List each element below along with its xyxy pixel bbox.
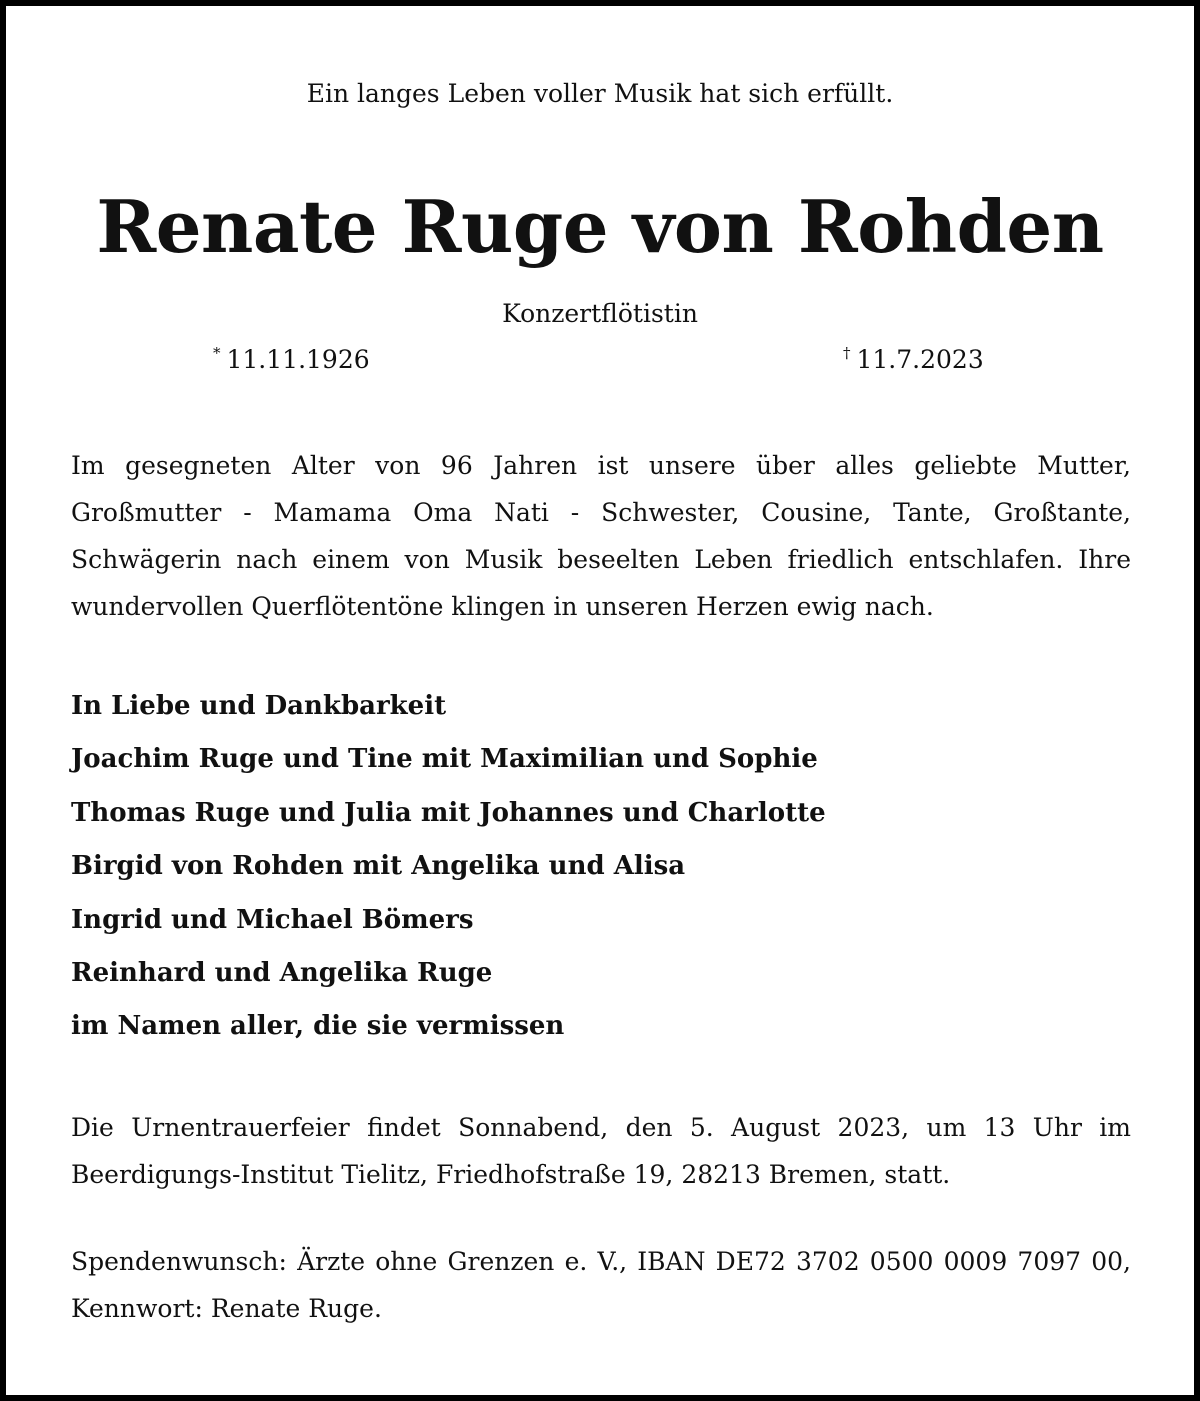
death-symbol: † — [843, 344, 851, 362]
service-paragraph — [71, 1104, 1131, 1198]
birth-date — [213, 342, 370, 378]
family-line: Reinhard und Angelika Ruge — [71, 958, 493, 989]
service-text: Die Urnentrauerfeier findet Sonnabend, den 5. August 2023, um 13 Uhr im Beerdigungs-Institut Tielitz, Friedhofstraße 19, 28213 Bremen, statt. — [71, 1113, 1131, 1189]
deceased-name: Renate Ruge von Rohden — [96, 184, 1104, 269]
death-date — [843, 342, 984, 378]
family-line: Birgid von Rohden mit Angelika und Alisa — [71, 851, 686, 882]
birth-symbol: * — [213, 344, 221, 362]
donation-text: Spendenwunsch: Ärzte ohne Grenzen e. V., IBAN DE72 3702 0500 0009 7097 00, Kennwort: Renate Ruge. — [71, 1247, 1131, 1323]
family-signature — [71, 680, 1131, 1054]
family-line: In Liebe und Dankbarkeit — [71, 691, 447, 721]
family-line: Thomas Ruge und Julia mit Johannes und Charlotte — [71, 797, 826, 828]
death-date-value: 11.7.2023 — [856, 345, 984, 374]
profession: Konzertflötistin — [502, 299, 698, 328]
family-line: Joachim Ruge und Tine mit Maximilian und Sophie — [71, 744, 818, 775]
family-line: Ingrid und Michael Bömers — [71, 904, 474, 935]
motto: Ein langes Leben voller Musik hat sich erfüllt. — [306, 79, 894, 108]
intro-paragraph — [71, 442, 1131, 630]
donation-paragraph — [71, 1238, 1131, 1332]
family-line: im Namen aller, die sie vermissen — [71, 1011, 565, 1042]
birth-date-value: 11.11.1926 — [226, 345, 370, 374]
intro-text: Im gesegneten Alter von 96 Jahren ist unsere über alles geliebte Mutter, Großmutter - Mamama Oma Nati - Schwester, Cousine, Tante, Großtante, Schwägerin nach einem von Musik beseelten Leben friedlich entschlafen. Ihre wundervollen Querflötentöne klingen in unseren Herzen ewig nach. — [71, 451, 1131, 621]
